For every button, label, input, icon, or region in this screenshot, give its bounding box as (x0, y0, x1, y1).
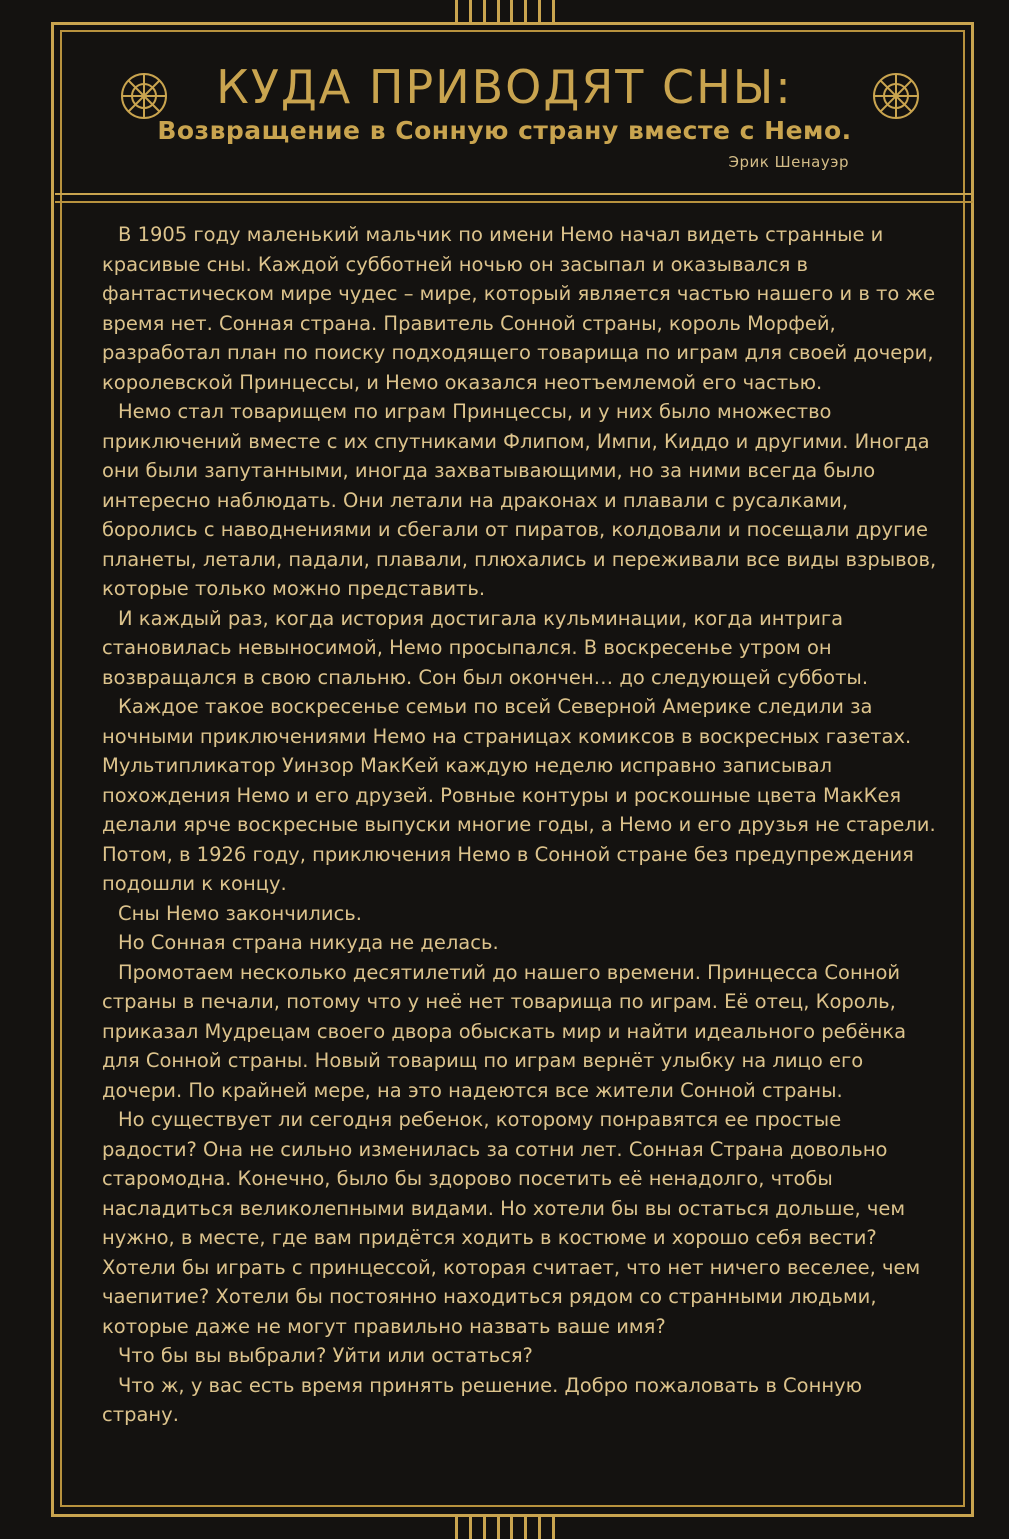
top-deco-stripes (455, 0, 555, 24)
article-body (102, 220, 942, 1430)
paragraph: Промотаем несколько десятилетий до нашего времени. Принцесса Сонной страны в печали, потому что у неё нет товарища по играм. Её отец, Король, приказал Мудрецам своего двора обыскать мир и найти идеального ребёнка для Сонной страны. Новый товарищ по играм вернёт улыбку на лицо его дочери. По крайней мере, на это надеются все жители Сонной страны. (102, 960, 907, 1102)
paragraph: Сны Немо закончились. (118, 901, 362, 925)
paragraph: И каждый раз, когда история достигала кульминации, когда интрига становилась невыносимой, Немо просыпался. В воскресенье утром он возвращался в свою спальню. Сон был окончен… до следующей субботы. (102, 606, 869, 689)
paragraph: Что ж, у вас есть время принять решение. Добро пожаловать в Сонную страну. (102, 1373, 863, 1426)
author-name: Эрик Шенауэр (728, 153, 849, 171)
paragraph: Но Сонная страна никуда не делась. (118, 931, 499, 954)
bottom-deco-stripes (455, 1515, 555, 1539)
paragraph: Что бы вы выбрали? Уйти или остаться? (118, 1344, 533, 1367)
paragraph: Каждое такое воскресенье семьи по всей Северной Америке следили за ночными приключениями Немо на страницах комиксов в воскресных газетах. Мультипликатор Уинзор МакКей каждую неделю исправно записывал похождения Немо и его друзей. Ровные контуры и роскошные цвета МакКея делали ярче воскресные выпуски многие годы, а Немо и его друзья не старели. Потом, в 1926 году, приключения Немо в Сонной стране без предупреждения подошли к концу. (102, 695, 936, 895)
header-separator (55, 193, 973, 203)
paragraph: В 1905 году маленький мальчик по имени Немо начал видеть странные и красивые сны. Каждой субботней ночью он засыпал и оказывался в фантастическом мире чудес – мире, который является частью нашего и в то же время нет. Сонная страна. Правитель Сонной страны, король Морфей, разработал план по поиску подходящего товарища по играм для своей дочери, королевской Принцессы, и Немо оказался неотъемлемой его частью. (102, 223, 936, 394)
paragraph: Немо стал товарищем по играм Принцессы, и у них было множество приключений вместе с их спутниками Флипом, Импи, Киддо и другими. Иногда они были запутанными, иногда захватывающими, но за ними всегда было интересно наблюдать. Они летали на драконах и плавали с русалками, боролись с наводнениями и сбегали от пиратов, колдовали и посещали другие планеты, летали, падали, плавали, плюхались и переживали все виды взрывов, которые только можно представить. (102, 400, 937, 600)
page-title: КУДА ПРИВОДЯТ СНЫ: (216, 60, 793, 114)
paragraph: Но существует ли сегодня ребенок, которому понравятся ее простые радости? Она не сильно изменилась за сотни лет. Сонная Страна довольно старомодна. Конечно, было бы здорово посетить её ненадолго, чтобы насладиться великолепными видами. Но хотели бы вы остаться дольше, чем нужно, в месте, где вам придётся ходить в костюме и хорошо себя вести? Хотели бы играть с принцессой, которая считает, что нет ничего веселее, чем чаепитие? Хотели бы постоянно находиться рядом со странными людьми, которые даже не могут правильно назвать ваше имя? (102, 1108, 921, 1338)
page-subtitle: Возвращение в Сонную страну вместе с Немо. (157, 116, 852, 145)
